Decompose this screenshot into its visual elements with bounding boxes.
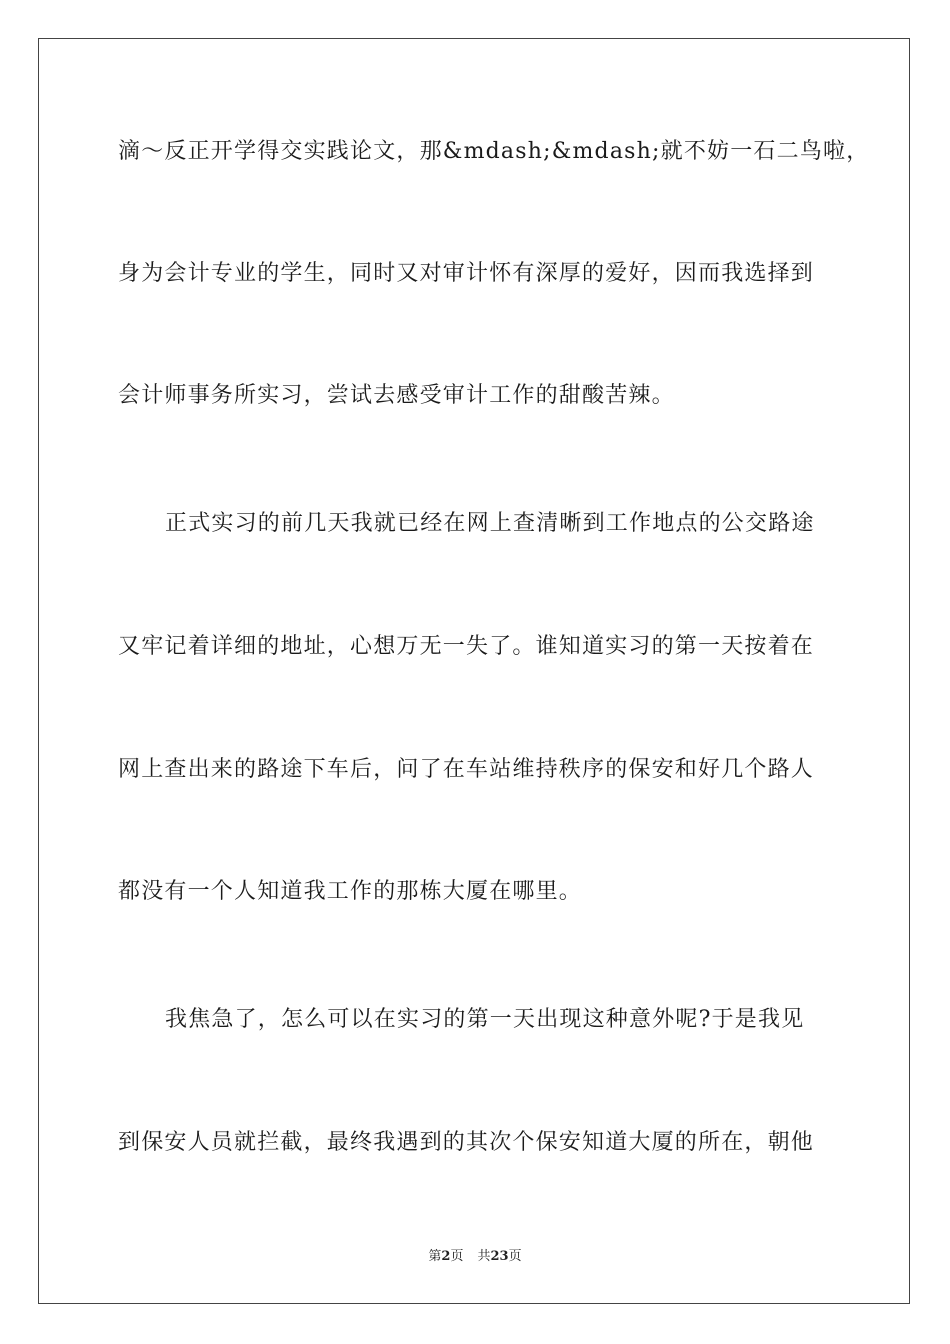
text-line-5: 又牢记着详细的地址，心想万无一失了。谁知道实习的第一天按着在	[118, 634, 815, 659]
footer-page-suffix: 页	[450, 1249, 464, 1264]
text-line-6: 网上查出来的路途下车后，问了在车站维持秩序的保安和好几个路人	[118, 757, 815, 782]
footer-page-prefix: 第	[428, 1249, 442, 1264]
text-line-8: 我焦急了，怎么可以在实习的第一天出现这种意外呢?于是我见	[165, 1007, 805, 1032]
footer-total-pages: 23	[490, 1249, 509, 1264]
footer-page-number: 2	[441, 1249, 451, 1264]
text-line-7: 都没有一个人知道我工作的那栋大厦在哪里。	[118, 879, 583, 904]
text-line-4: 正式实习的前几天我就已经在网上查清晰到工作地点的公交路途	[165, 511, 815, 536]
text-line-2: 身为会计专业的学生，同时又对审计怀有深厚的爱好，因而我选择到	[118, 261, 815, 286]
text-line-3: 会计师事务所实习，尝试去感受审计工作的甜酸苦辣。	[118, 383, 675, 408]
page-footer	[0, 1248, 950, 1266]
text-line-1: 滴～反正开学得交实践论文，那&mdash;&mdash;就不妨一石二鸟啦，	[118, 139, 870, 164]
page-border	[38, 38, 910, 1304]
text-line-9: 到保安人员就拦截，最终我遇到的其次个保安知道大厦的所在，朝他	[118, 1130, 815, 1155]
footer-total-prefix: 共	[477, 1249, 491, 1264]
footer-total-suffix: 页	[508, 1249, 522, 1264]
